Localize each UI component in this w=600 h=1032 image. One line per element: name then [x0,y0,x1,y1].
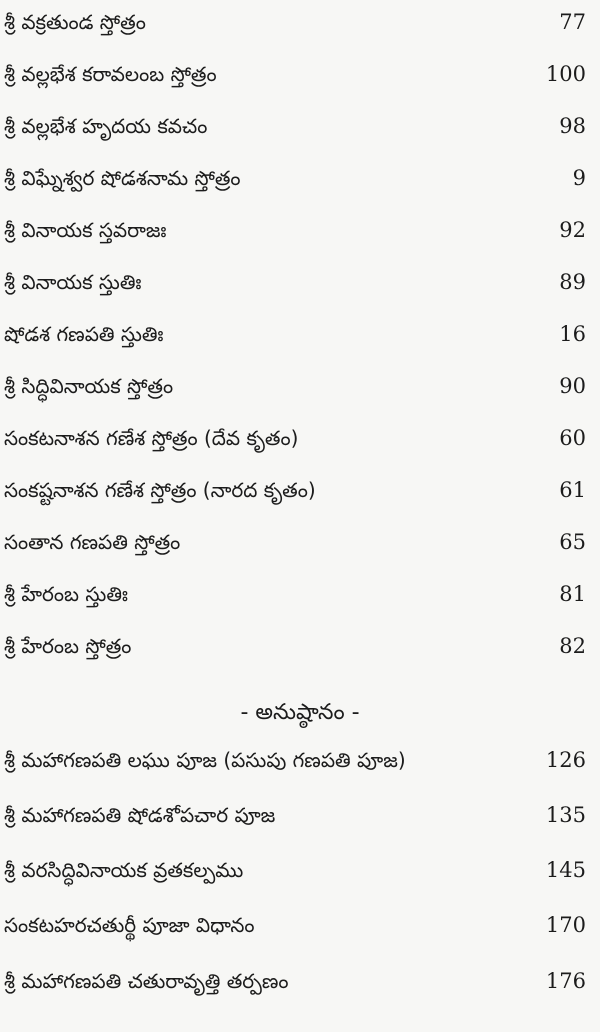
contents-entry [0,961,600,1001]
entry-page-number: 61 [559,478,586,502]
contents-entry [0,54,600,94]
entry-page-number: 77 [559,10,586,34]
entry-title: శ్రీ వరసిద్ధివినాయక వ్రతకల్పము [4,858,244,882]
entry-page-number: 145 [545,858,586,882]
entry-page-number: 176 [545,969,586,993]
contents-entry [0,740,600,780]
entry-title: శ్రీ హేరంబ స్తుతిః [4,582,128,606]
entry-page-number: 90 [559,374,586,398]
entry-page-number: 65 [559,530,586,554]
contents-entry [0,522,600,562]
entry-title: శ్రీ వినాయక స్తవరాజః [4,218,167,242]
entry-title: శ్రీ మహాగణపతి చతురావృత్తి తర్పణం [4,969,289,993]
entry-page-number: 82 [559,634,586,658]
contents-entry [0,470,600,510]
contents-entry [0,210,600,250]
entry-page-number: 135 [545,803,586,827]
contents-entry [0,418,600,458]
entry-title: సంకటహరచతుర్థీ పూజా విధానం [4,913,255,937]
entry-title: శ్రీ హేరంబ స్తోత్రం [4,634,132,658]
contents-entry [0,262,600,302]
contents-entry [0,2,600,42]
contents-entry [0,366,600,406]
contents-entry [0,574,600,614]
entry-page-number: 16 [559,322,586,346]
contents-entry [0,314,600,354]
entry-title: శ్రీ విఘ్నేశ్వర షోడశనామ స్తోత్రం [4,166,241,190]
contents-entry [0,158,600,198]
entry-title: సంతాన గణపతి స్తోత్రం [4,530,181,554]
entry-page-number: 89 [559,270,586,294]
contents-entry [0,626,600,666]
entry-title: శ్రీ మహాగణపతి లఘు పూజ (పసుపు గణపతి పూజ) [4,748,406,772]
entry-page-number: 9 [572,166,586,190]
entry-page-number: 100 [545,62,586,86]
entry-title: శ్రీ మహాగణపతి షోడశోపచార పూజ [4,803,276,827]
contents-entry [0,850,600,890]
entry-title: శ్రీ వల్లభేశ కరావలంబ స్తోత్రం [4,62,217,86]
entry-page-number: 92 [559,218,586,242]
entry-title: శ్రీ వినాయక స్తుతిః [4,270,142,294]
section-heading: - అనుష్ఠానం - [240,700,360,725]
entry-title: సంకష్టనాశన గణేశ స్తోత్రం (నారద కృతం) [4,478,316,502]
entry-page-number: 170 [545,913,586,937]
entry-title: శ్రీ వల్లభేశ హృదయ కవచం [4,114,208,138]
entry-title: షోడశ గణపతి స్తుతిః [4,322,164,346]
contents-entry [0,106,600,146]
entry-page-number: 60 [559,426,586,450]
entry-title: సంకటనాశన గణేశ స్తోత్రం (దేవ కృతం) [4,426,299,450]
entry-page-number: 81 [559,582,586,606]
entry-title: శ్రీ వక్రతుండ స్తోత్రం [4,10,146,34]
contents-entry [0,905,600,945]
contents-entry [0,795,600,835]
entry-title: శ్రీ సిద్ధివినాయక స్తోత్రం [4,374,174,398]
entry-page-number: 98 [559,114,586,138]
entry-page-number: 126 [545,748,586,772]
